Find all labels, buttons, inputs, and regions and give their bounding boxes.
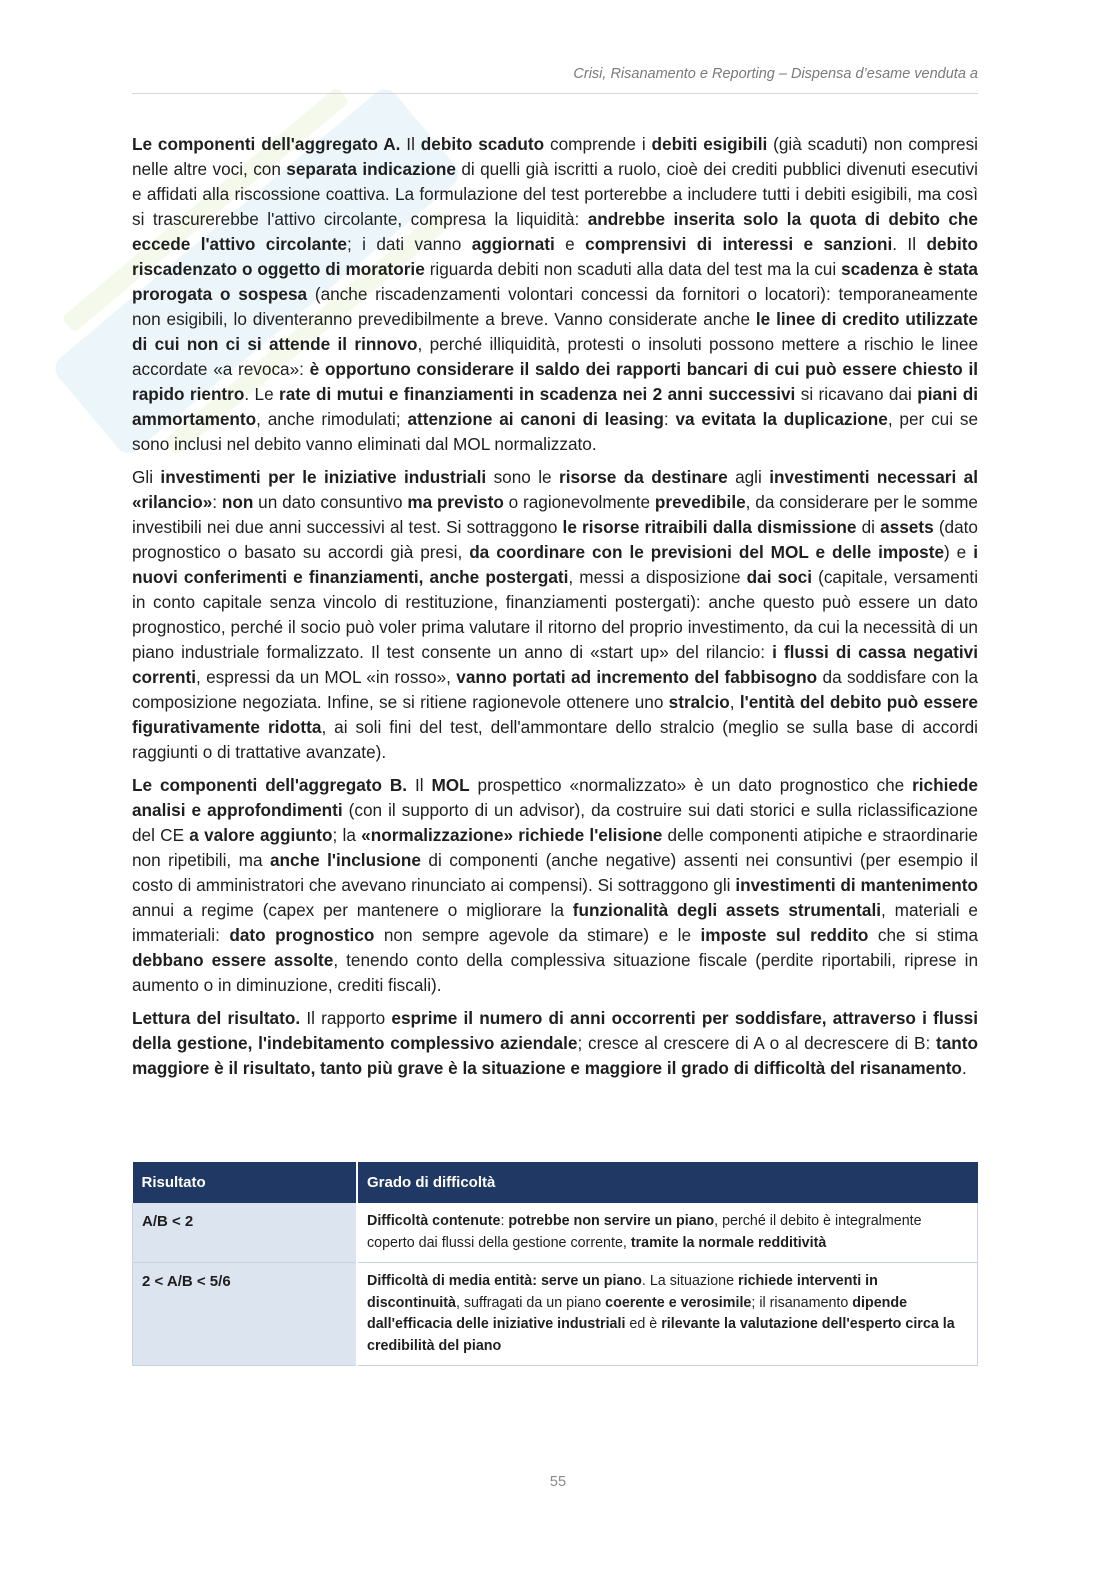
bold-run: aggiornati [471, 234, 555, 254]
text-run: . La situazione [641, 1273, 739, 1289]
text-run: , tenendo conto della complessiva situazione fiscale (perdite riportabili, riprese in aumento o in diminuzione, crediti fiscali). [132, 950, 978, 995]
text-run: , perché illiquidità, protesti o insoluti possono mettere a rischio le linee accordate «a revoca»: [132, 334, 978, 379]
text-run: ; il risanamento [751, 1294, 853, 1311]
bold-run: rate di mutui e finanziamenti in scadenza nei 2 anni successivi [279, 384, 796, 404]
bold-run: ma previsto [407, 492, 504, 512]
bold-run: da coordinare con le previsioni del MOL e delle imposte [469, 542, 945, 562]
text-run: . Il [892, 234, 927, 254]
text-run: , anche rimodulati; [256, 409, 408, 429]
text-run: annui a regime (capex per mantenere o migliorare la [132, 900, 573, 920]
column-header-result: Risultato [133, 1162, 358, 1203]
bold-run: stralcio [668, 692, 730, 712]
text-run: o ragionevolmente [503, 492, 655, 512]
bold-run: a valore aggiunto [189, 825, 333, 845]
bold-run: Lettura del risultato. [132, 1008, 301, 1028]
text-run: . Le [244, 384, 280, 404]
bold-run: risorse da destinare [559, 467, 728, 487]
text-run: ; la [332, 825, 362, 845]
bold-run: i flussi di cassa negativi correnti [132, 642, 978, 687]
bold-run: MOL [431, 775, 470, 795]
text-run: ed è [625, 1316, 662, 1332]
text-run: Il [407, 775, 432, 795]
text-run: da soddisfare con la composizione negoziata. Infine, se si ritiene ragionevole ottenere uno [132, 667, 979, 712]
bold-run: assets [880, 517, 934, 537]
table-row [133, 1203, 978, 1263]
bold-run: Le componenti dell'aggregato A. [132, 134, 401, 154]
bold-run: debiti esigibili [651, 134, 768, 154]
text-run: Gli [132, 467, 161, 487]
paragraph [132, 1006, 978, 1081]
text-run: , espressi da un MOL «in rosso», [196, 667, 457, 687]
text-run: (anche riscadenzamenti volontari concessi da fornitori o locatori): temporaneamente non esigibili, lo diventeranno prevedibilmente a breve. Vanno considerate anche [132, 284, 978, 329]
difficulty-cell [357, 1203, 978, 1263]
bold-run: anche l'inclusione [269, 850, 421, 870]
header-divider [132, 93, 978, 94]
bold-run: separata indicazione [286, 159, 456, 179]
bold-run: richiede interventi in discontinuità [367, 1273, 878, 1311]
text-run: , suffragati da un piano [455, 1294, 606, 1311]
bold-run: non [221, 492, 254, 512]
text-run: (dato prognostico o basato su accordi già presi, [132, 517, 978, 562]
bold-run: richiede analisi e approfondimenti [132, 775, 978, 820]
bold-run: debito riscadenzato o oggetto di moratorie [132, 234, 978, 279]
text-run: , perché il debito è integralmente coperto dai flussi della gestione corrente, [367, 1213, 922, 1251]
bold-run: va evitata la duplicazione [675, 409, 888, 429]
text-run: e [554, 234, 586, 254]
text-run: Il [400, 134, 421, 154]
bold-run: tanto maggiore è il risultato, tanto più grave è la situazione e maggiore il grado di difficoltà del risanamento [132, 1033, 979, 1078]
text-run: , [729, 692, 740, 712]
text-run: (con il supporto di un advisor), da costruire sui dati storici e sulla riclassificazione del CE [132, 800, 978, 845]
text-run: , per cui se sono inclusi nel debito vanno eliminati dal MOL normalizzato. [132, 409, 978, 454]
page-number: 55 [549, 1474, 567, 1490]
bold-run: comprensivi di interessi e sanzioni [585, 234, 893, 254]
text-run: agli [727, 467, 770, 487]
result-cell: 2 < A/B < 5/6 [133, 1263, 358, 1366]
paragraph [132, 465, 978, 765]
text-run: , messi a disposizione [568, 567, 747, 587]
text-run: (capitale, versamenti in conto capitale senza vincolo di restituzione, finanziamenti postergati): anche questo può essere un dato prognostico, perché il socio può voler prima valutare il ritorno del proprio investimento, da cui la necessità di un piano industriale formalizzato. Il test consente un anno di «start up» del rilancio: [132, 567, 979, 662]
bold-run: attenzione ai canoni di leasing [407, 409, 664, 429]
bold-run: vanno portati ad incremento del fabbisogno [456, 667, 818, 687]
bold-run: coerente e verosimile [605, 1294, 752, 1311]
bold-run: andrebbe inserita solo la quota di debito che eccede l'attivo circolante [132, 209, 978, 254]
bold-run: investimenti necessari al «rilancio» [132, 467, 978, 512]
text-run: non sempre agevole da stimare) e le [374, 925, 701, 945]
bold-run: rilevante la valutazione dell'esperto circa la credibilità del piano [367, 1316, 955, 1354]
text-run: si ricavano dai [795, 384, 918, 404]
text-run: : [212, 492, 222, 512]
column-header-difficulty: Grado di difficoltà [357, 1162, 978, 1203]
bold-run: imposte sul reddito [700, 925, 869, 945]
bold-run: piani di ammortamento [132, 384, 979, 429]
text-run: riguarda debiti non scaduti alla data del test ma la cui [424, 259, 842, 279]
text-run: , ai soli fini del test, dell'ammontare dello stralcio (meglio se sulla base di accordi raggiunti o di trattative avanzate). [132, 717, 979, 762]
bold-run: Difficoltà contenute [367, 1213, 501, 1229]
paragraph [132, 132, 978, 457]
text-run: ; cresce al crescere di A o al decrescere di B: [577, 1033, 936, 1053]
text-run: ; i dati vanno [346, 234, 472, 254]
bold-run: investimenti di mantenimento [735, 875, 978, 895]
text-run: prospettico «normalizzato» è un dato prognostico che [469, 775, 913, 795]
text-run: di [856, 517, 881, 537]
text-run: : [500, 1213, 509, 1229]
text-run: di quelli già iscritti a ruolo, cioè dei crediti pubblici divenuti esecutivi e affidati alla riscossione coattiva. La formulazione del test porterebbe a includere tutti i debiti esigibili, ma così si trascurerebbe l'attivo circolante, compresa la liquidità: [132, 159, 978, 229]
bold-run: prevedibile [654, 492, 746, 512]
bold-run: i nuovi conferimenti e finanziamenti, anche postergati [132, 542, 978, 587]
text-run: di componenti (anche negative) assenti nei consuntivi (per esempio il costo di amministratori che avevano rinunciato ai compensi). Si sottraggono gli [132, 850, 979, 895]
bold-run: è opportuno considerare il saldo dei rapporti bancari di cui può essere chiesto il rapido rientro [132, 359, 978, 404]
paragraph [132, 773, 978, 998]
bold-run: tramite la normale redditività [630, 1234, 827, 1251]
bold-run: dipende dall'efficacia delle iniziative industriali [367, 1294, 908, 1332]
text-run: delle componenti atipiche e straordinarie non ripetibili, ma [132, 825, 978, 870]
text-run: . [961, 1058, 967, 1078]
bold-run: Difficoltà di media entità: serve un piano [367, 1273, 642, 1289]
text-run: che si stima [868, 925, 979, 945]
bold-run: investimenti per le iniziative industriali [160, 467, 487, 487]
text-run: , da considerare per le somme investibili nei due anni successivi al test. Si sottraggono [132, 492, 978, 537]
bold-run: Le componenti dell'aggregato B. [132, 775, 408, 795]
bold-run: funzionalità degli assets strumentali [572, 900, 882, 920]
bold-run: l'entità del debito può essere figurativamente ridotta [132, 692, 978, 737]
text-run: : [663, 409, 676, 429]
text-run: Il rapporto [300, 1008, 392, 1028]
text-run: sono le [486, 467, 560, 487]
running-header: Crisi, Risanamento e Reporting – Dispensa d’esame venduta a [573, 66, 978, 82]
bold-run: «normalizzazione» richiede l'elisione [361, 825, 663, 845]
table-row [133, 1263, 978, 1366]
text-run: , materiali e immateriali: [132, 900, 978, 945]
bold-run: le risorse ritraibili dalla dismissione [562, 517, 857, 537]
table-header-row [133, 1162, 978, 1203]
text-run: un dato consuntivo [253, 492, 408, 512]
bold-run: potrebbe non servire un piano [508, 1213, 715, 1229]
difficulty-cell [357, 1263, 978, 1366]
bold-run: esprime il numero di anni occorrenti per soddisfare, attraverso i flussi della gestione, l'indebitamento complessivo aziendale [132, 1008, 978, 1053]
bold-run: scadenza è stata prorogata o sospesa [132, 259, 978, 304]
bold-run: le linee di credito utilizzate di cui non ci si attende il rinnovo [132, 309, 978, 354]
text-run: ) e [944, 542, 974, 562]
body-text [132, 132, 978, 1089]
result-cell: A/B < 2 [133, 1203, 358, 1263]
bold-run: dato prognostico [229, 925, 375, 945]
bold-run: debito scaduto [420, 134, 545, 154]
difficulty-table [132, 1162, 978, 1366]
text-run: (già scaduti) non compresi nelle altre voci, con [132, 134, 978, 179]
bold-run: dai soci [746, 567, 812, 587]
bold-run: debbano essere assolte [132, 950, 334, 970]
text-run: comprende i [544, 134, 652, 154]
